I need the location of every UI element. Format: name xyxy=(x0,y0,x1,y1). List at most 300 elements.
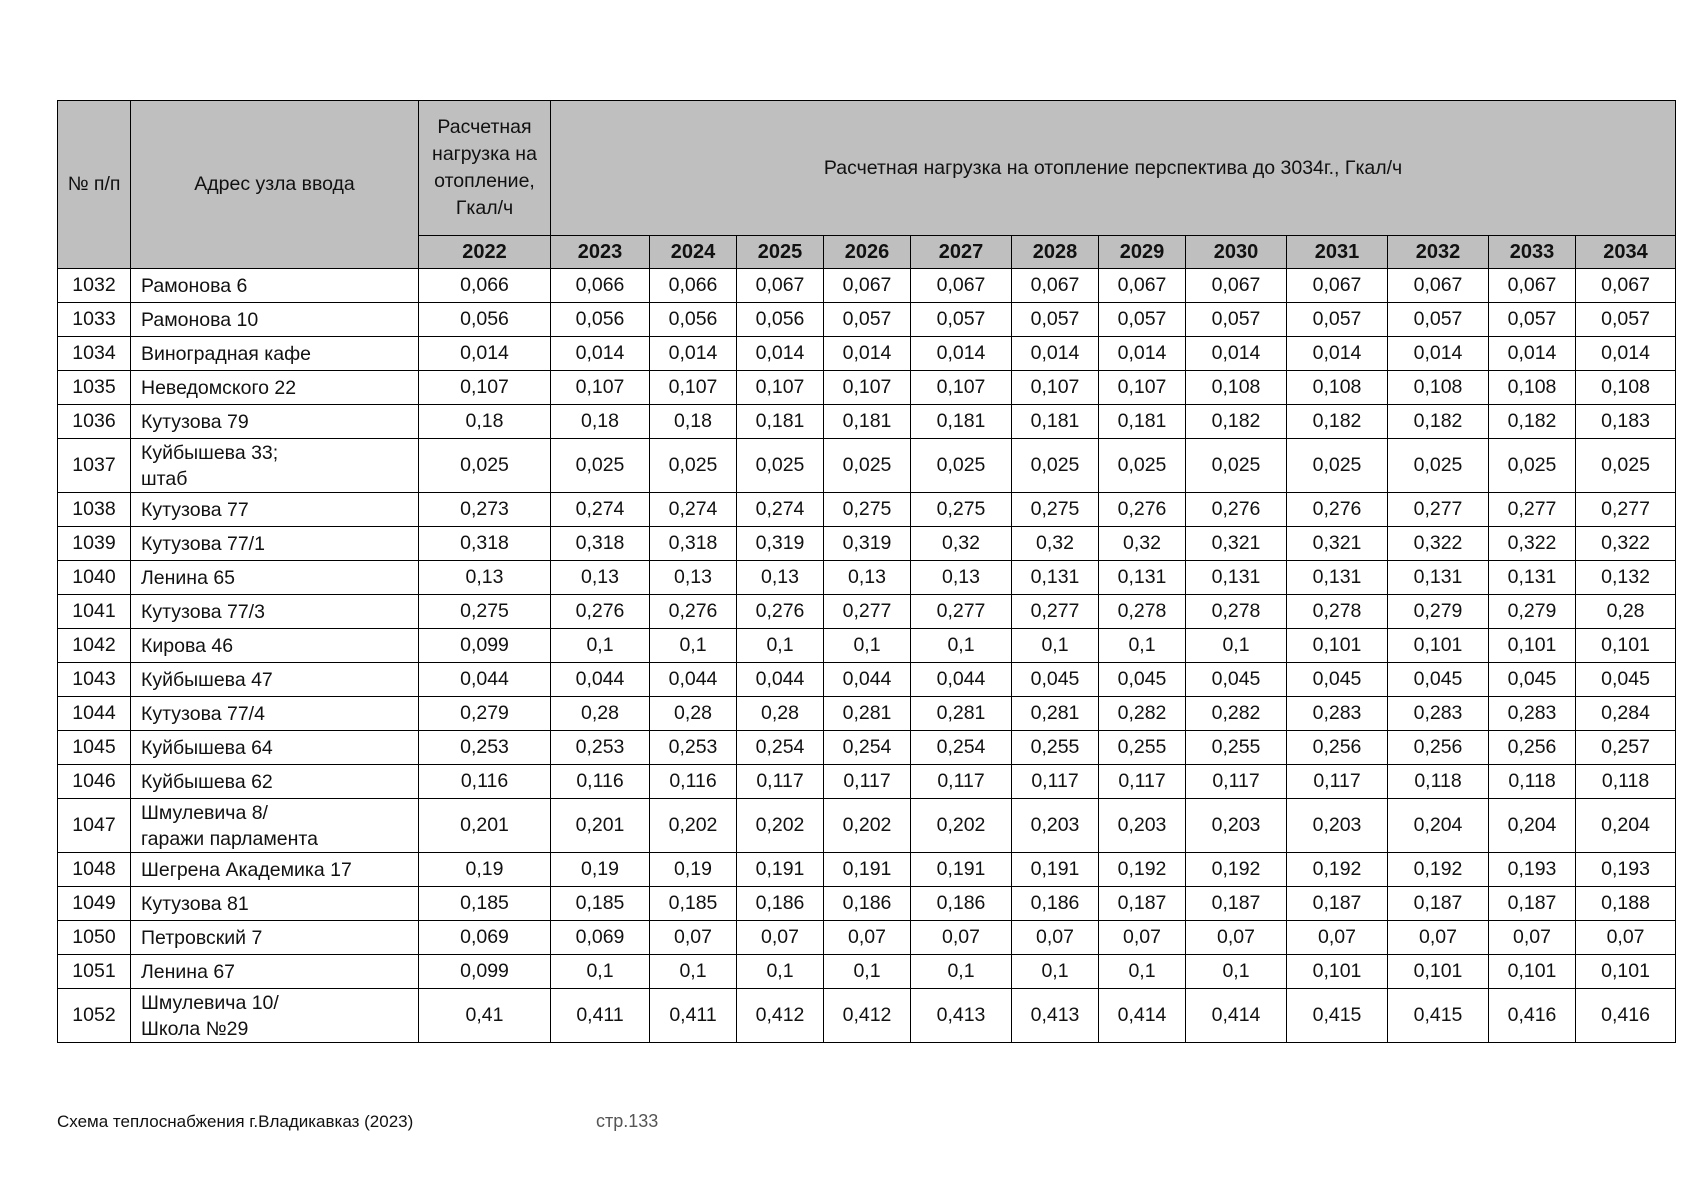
address-line: Кутузова 77/4 xyxy=(141,702,265,725)
table-row xyxy=(58,269,1676,303)
address-line: Шмулевича 10/ xyxy=(141,991,279,1014)
address-line: Рамонова 10 xyxy=(141,308,259,331)
load-value-cell: 0,1 xyxy=(1099,955,1186,989)
address-cell xyxy=(131,731,419,765)
load-value-cell: 0,277 xyxy=(824,595,911,629)
load-value-cell: 0,277 xyxy=(911,595,1012,629)
load-value-cell: 0,107 xyxy=(1099,371,1186,405)
load-value-cell: 0,201 xyxy=(551,799,650,853)
load-value-cell: 0,101 xyxy=(1489,629,1576,663)
table-row xyxy=(58,561,1676,595)
load-value-cell: 0,116 xyxy=(551,765,650,799)
address-cell xyxy=(131,561,419,595)
load-value-cell: 0,186 xyxy=(911,887,1012,921)
table-row xyxy=(58,337,1676,371)
load-value-cell: 0,014 xyxy=(1099,337,1186,371)
load-value-cell: 0,066 xyxy=(650,269,737,303)
load-value-cell: 0,101 xyxy=(1489,955,1576,989)
load-value-cell: 0,056 xyxy=(551,303,650,337)
load-value-cell: 0,202 xyxy=(650,799,737,853)
load-value-cell: 0,181 xyxy=(1012,405,1099,439)
load-value-cell: 0,07 xyxy=(1287,921,1388,955)
load-value-cell: 0,117 xyxy=(1287,765,1388,799)
load-value-cell: 0,256 xyxy=(1388,731,1489,765)
load-value-cell: 0,099 xyxy=(419,955,551,989)
address-cell xyxy=(131,439,419,493)
load-value-cell: 0,1 xyxy=(650,629,737,663)
load-value-cell: 0,255 xyxy=(1099,731,1186,765)
address-line: Ленина 65 xyxy=(141,566,236,589)
load-value-cell: 0,069 xyxy=(551,921,650,955)
load-value-cell: 0,181 xyxy=(737,405,824,439)
table-row xyxy=(58,989,1676,1043)
load-value-cell: 0,101 xyxy=(1287,629,1388,663)
row-number-cell: 1051 xyxy=(58,955,131,989)
load-value-cell: 0,044 xyxy=(551,663,650,697)
load-value-cell: 0,07 xyxy=(1576,921,1676,955)
row-number-cell: 1033 xyxy=(58,303,131,337)
load-value-cell: 0,101 xyxy=(1576,955,1676,989)
load-value-cell: 0,41 xyxy=(419,989,551,1043)
address-cell xyxy=(131,527,419,561)
load-value-cell: 0,283 xyxy=(1489,697,1576,731)
load-value-cell: 0,182 xyxy=(1186,405,1287,439)
load-value-cell: 0,318 xyxy=(551,527,650,561)
table-row xyxy=(58,595,1676,629)
year-header-cell: 2027 xyxy=(911,236,1012,269)
load-value-cell: 0,107 xyxy=(650,371,737,405)
load-value-cell: 0,025 xyxy=(737,439,824,493)
load-value-cell: 0,322 xyxy=(1576,527,1676,561)
load-value-cell: 0,057 xyxy=(911,303,1012,337)
load-value-cell: 0,276 xyxy=(650,595,737,629)
load-value-cell: 0,257 xyxy=(1576,731,1676,765)
load-value-cell: 0,044 xyxy=(911,663,1012,697)
load-value-cell: 0,045 xyxy=(1012,663,1099,697)
table-row xyxy=(58,887,1676,921)
load-value-cell: 0,044 xyxy=(824,663,911,697)
load-value-cell: 0,107 xyxy=(911,371,1012,405)
address-cell xyxy=(131,887,419,921)
load-value-cell: 0,277 xyxy=(1388,493,1489,527)
load-value-cell: 0,131 xyxy=(1287,561,1388,595)
load-value-cell: 0,322 xyxy=(1489,527,1576,561)
load-value-cell: 0,014 xyxy=(1012,337,1099,371)
load-value-cell: 0,185 xyxy=(551,887,650,921)
address-line: Куйбышева 64 xyxy=(141,736,273,759)
load-value-cell: 0,255 xyxy=(1186,731,1287,765)
load-value-cell: 0,117 xyxy=(737,765,824,799)
load-value-cell: 0,067 xyxy=(1012,269,1099,303)
load-value-cell: 0,057 xyxy=(1099,303,1186,337)
year-header-cell: 2022 xyxy=(419,236,551,269)
load-value-cell: 0,118 xyxy=(1576,765,1676,799)
load-value-cell: 0,192 xyxy=(1099,853,1186,887)
load-value-cell: 0,069 xyxy=(419,921,551,955)
address-cell xyxy=(131,955,419,989)
table-row xyxy=(58,527,1676,561)
load-value-cell: 0,415 xyxy=(1287,989,1388,1043)
load-value-cell: 0,319 xyxy=(824,527,911,561)
load-value-cell: 0,131 xyxy=(1489,561,1576,595)
load-value-cell: 0,044 xyxy=(650,663,737,697)
address-cell xyxy=(131,405,419,439)
load-value-cell: 0,185 xyxy=(650,887,737,921)
year-header-cell: 2028 xyxy=(1012,236,1099,269)
address-line: Шегрена Академика 17 xyxy=(141,858,352,881)
load-value-cell: 0,412 xyxy=(737,989,824,1043)
load-value-cell: 0,282 xyxy=(1099,697,1186,731)
address-line: Кирова 46 xyxy=(141,634,234,657)
load-value-cell: 0,321 xyxy=(1287,527,1388,561)
heat-load-table xyxy=(57,100,1676,1043)
row-number-cell: 1034 xyxy=(58,337,131,371)
load-value-cell: 0,066 xyxy=(419,269,551,303)
load-value-cell: 0,275 xyxy=(911,493,1012,527)
address-line: Куйбышева 47 xyxy=(141,668,273,691)
load-value-cell: 0,025 xyxy=(824,439,911,493)
footer-page-number: стр.133 xyxy=(596,1111,659,1131)
row-number-cell: 1038 xyxy=(58,493,131,527)
load-value-cell: 0,187 xyxy=(1287,887,1388,921)
year-header-cell: 2023 xyxy=(551,236,650,269)
load-value-cell: 0,057 xyxy=(824,303,911,337)
year-header-cell: 2024 xyxy=(650,236,737,269)
load-value-cell: 0,067 xyxy=(1287,269,1388,303)
address-line: Кутузова 77/1 xyxy=(141,532,265,555)
year-header-cell: 2029 xyxy=(1099,236,1186,269)
load-value-cell: 0,412 xyxy=(824,989,911,1043)
row-number-cell: 1052 xyxy=(58,989,131,1043)
address-cell xyxy=(131,629,419,663)
load-value-cell: 0,025 xyxy=(1099,439,1186,493)
load-value-cell: 0,18 xyxy=(551,405,650,439)
load-value-cell: 0,044 xyxy=(419,663,551,697)
load-value-cell: 0,1 xyxy=(551,955,650,989)
load-value-cell: 0,276 xyxy=(1287,493,1388,527)
load-value-cell: 0,014 xyxy=(824,337,911,371)
load-value-cell: 0,057 xyxy=(1186,303,1287,337)
load-value-cell: 0,108 xyxy=(1287,371,1388,405)
address-line: штаб xyxy=(141,467,188,490)
load-value-cell: 0,13 xyxy=(650,561,737,595)
table-row xyxy=(58,921,1676,955)
load-value-cell: 0,181 xyxy=(1099,405,1186,439)
load-value-cell: 0,025 xyxy=(419,439,551,493)
row-number-cell: 1039 xyxy=(58,527,131,561)
load-value-cell: 0,117 xyxy=(1099,765,1186,799)
load-value-cell: 0,191 xyxy=(824,853,911,887)
footer-document-title: Схема теплоснабжения г.Владикавказ (2023) xyxy=(57,1112,414,1131)
load-value-cell: 0,188 xyxy=(1576,887,1676,921)
load-value-cell: 0,413 xyxy=(1012,989,1099,1043)
address-cell xyxy=(131,697,419,731)
load-value-cell: 0,253 xyxy=(551,731,650,765)
load-value-cell: 0,411 xyxy=(551,989,650,1043)
load-value-cell: 0,274 xyxy=(737,493,824,527)
row-number-cell: 1050 xyxy=(58,921,131,955)
load-value-cell: 0,28 xyxy=(1576,595,1676,629)
row-number-cell: 1047 xyxy=(58,799,131,853)
address-line: Школа №29 xyxy=(141,1017,249,1040)
load-value-cell: 0,201 xyxy=(419,799,551,853)
load-value-cell: 0,275 xyxy=(419,595,551,629)
load-value-cell: 0,025 xyxy=(1388,439,1489,493)
load-value-cell: 0,1 xyxy=(1099,629,1186,663)
load-value-cell: 0,181 xyxy=(911,405,1012,439)
year-header-cell: 2032 xyxy=(1388,236,1489,269)
table-row xyxy=(58,955,1676,989)
load-value-cell: 0,13 xyxy=(911,561,1012,595)
load-value-cell: 0,045 xyxy=(1489,663,1576,697)
load-value-cell: 0,1 xyxy=(911,955,1012,989)
load-value-cell: 0,116 xyxy=(650,765,737,799)
load-value-cell: 0,107 xyxy=(737,371,824,405)
load-value-cell: 0,181 xyxy=(824,405,911,439)
load-value-cell: 0,256 xyxy=(1287,731,1388,765)
load-value-cell: 0,19 xyxy=(551,853,650,887)
load-value-cell: 0,185 xyxy=(419,887,551,921)
year-header-cell: 2030 xyxy=(1186,236,1287,269)
row-number-cell: 1049 xyxy=(58,887,131,921)
load-value-cell: 0,101 xyxy=(1576,629,1676,663)
address-cell xyxy=(131,663,419,697)
load-value-cell: 0,07 xyxy=(824,921,911,955)
load-value-cell: 0,057 xyxy=(1012,303,1099,337)
table-row xyxy=(58,493,1676,527)
load-value-cell: 0,254 xyxy=(737,731,824,765)
address-line: Шмулевича 8/ xyxy=(141,801,268,824)
load-value-cell: 0,117 xyxy=(824,765,911,799)
load-value-cell: 0,191 xyxy=(911,853,1012,887)
load-value-cell: 0,108 xyxy=(1489,371,1576,405)
load-value-cell: 0,277 xyxy=(1489,493,1576,527)
address-line: Кутузова 81 xyxy=(141,892,249,915)
address-cell xyxy=(131,595,419,629)
load-value-cell: 0,279 xyxy=(1489,595,1576,629)
load-value-cell: 0,13 xyxy=(419,561,551,595)
load-value-cell: 0,014 xyxy=(1489,337,1576,371)
load-value-cell: 0,276 xyxy=(1099,493,1186,527)
load-value-cell: 0,101 xyxy=(1388,955,1489,989)
load-value-cell: 0,067 xyxy=(824,269,911,303)
load-value-cell: 0,13 xyxy=(824,561,911,595)
address-cell xyxy=(131,989,419,1043)
load-value-cell: 0,1 xyxy=(824,955,911,989)
load-value-cell: 0,131 xyxy=(1186,561,1287,595)
year-header-cell: 2033 xyxy=(1489,236,1576,269)
load-value-cell: 0,187 xyxy=(1186,887,1287,921)
load-value-cell: 0,193 xyxy=(1576,853,1676,887)
load-value-cell: 0,183 xyxy=(1576,405,1676,439)
address-cell xyxy=(131,371,419,405)
load-value-cell: 0,191 xyxy=(737,853,824,887)
header-current-load: Расчетная нагрузка на отопление, Гкал/ч xyxy=(419,101,551,236)
table-row xyxy=(58,765,1676,799)
load-value-cell: 0,277 xyxy=(1012,595,1099,629)
load-value-cell: 0,186 xyxy=(824,887,911,921)
address-line: Ленина 67 xyxy=(141,960,236,983)
load-value-cell: 0,067 xyxy=(1186,269,1287,303)
address-line: Неведомского 22 xyxy=(141,376,297,399)
load-value-cell: 0,182 xyxy=(1489,405,1576,439)
load-value-cell: 0,28 xyxy=(650,697,737,731)
row-number-cell: 1042 xyxy=(58,629,131,663)
table-row xyxy=(58,853,1676,887)
load-value-cell: 0,1 xyxy=(737,629,824,663)
load-value-cell: 0,07 xyxy=(1012,921,1099,955)
address-line: Петровский 7 xyxy=(141,926,263,949)
load-value-cell: 0,278 xyxy=(1099,595,1186,629)
load-value-cell: 0,1 xyxy=(551,629,650,663)
load-value-cell: 0,275 xyxy=(1012,493,1099,527)
load-value-cell: 0,07 xyxy=(1099,921,1186,955)
load-value-cell: 0,284 xyxy=(1576,697,1676,731)
load-value-cell: 0,321 xyxy=(1186,527,1287,561)
load-value-cell: 0,014 xyxy=(551,337,650,371)
address-line: Кутузова 79 xyxy=(141,410,249,433)
address-line: Виноградная кафе xyxy=(141,342,311,365)
load-value-cell: 0,416 xyxy=(1489,989,1576,1043)
load-value-cell: 0,273 xyxy=(419,493,551,527)
load-value-cell: 0,254 xyxy=(911,731,1012,765)
load-value-cell: 0,025 xyxy=(1012,439,1099,493)
load-value-cell: 0,025 xyxy=(650,439,737,493)
load-value-cell: 0,182 xyxy=(1287,405,1388,439)
load-value-cell: 0,014 xyxy=(1388,337,1489,371)
address-line: Куйбышева 33; xyxy=(141,441,279,464)
load-value-cell: 0,067 xyxy=(1099,269,1186,303)
load-value-cell: 0,025 xyxy=(1186,439,1287,493)
load-value-cell: 0,276 xyxy=(551,595,650,629)
load-value-cell: 0,014 xyxy=(419,337,551,371)
row-number-cell: 1036 xyxy=(58,405,131,439)
load-value-cell: 0,13 xyxy=(737,561,824,595)
row-number-cell: 1041 xyxy=(58,595,131,629)
load-value-cell: 0,056 xyxy=(650,303,737,337)
address-line: Куйбышева 62 xyxy=(141,770,273,793)
load-value-cell: 0,067 xyxy=(1576,269,1676,303)
load-value-cell: 0,057 xyxy=(1489,303,1576,337)
load-value-cell: 0,025 xyxy=(1576,439,1676,493)
load-value-cell: 0,045 xyxy=(1287,663,1388,697)
load-value-cell: 0,014 xyxy=(911,337,1012,371)
row-number-cell: 1032 xyxy=(58,269,131,303)
load-value-cell: 0,117 xyxy=(1186,765,1287,799)
load-value-cell: 0,186 xyxy=(1012,887,1099,921)
row-number-cell: 1040 xyxy=(58,561,131,595)
row-number-cell: 1044 xyxy=(58,697,131,731)
load-value-cell: 0,279 xyxy=(419,697,551,731)
load-value-cell: 0,131 xyxy=(1388,561,1489,595)
load-value-cell: 0,1 xyxy=(1186,955,1287,989)
load-value-cell: 0,07 xyxy=(737,921,824,955)
load-value-cell: 0,057 xyxy=(1576,303,1676,337)
load-value-cell: 0,1 xyxy=(911,629,1012,663)
address-cell xyxy=(131,921,419,955)
load-value-cell: 0,204 xyxy=(1489,799,1576,853)
load-value-cell: 0,203 xyxy=(1012,799,1099,853)
table-row xyxy=(58,663,1676,697)
row-number-cell: 1046 xyxy=(58,765,131,799)
load-value-cell: 0,278 xyxy=(1186,595,1287,629)
load-value-cell: 0,107 xyxy=(824,371,911,405)
address-cell xyxy=(131,303,419,337)
load-value-cell: 0,256 xyxy=(1489,731,1576,765)
load-value-cell: 0,067 xyxy=(737,269,824,303)
load-value-cell: 0,1 xyxy=(650,955,737,989)
table-row xyxy=(58,439,1676,493)
load-value-cell: 0,202 xyxy=(824,799,911,853)
load-value-cell: 0,117 xyxy=(911,765,1012,799)
load-value-cell: 0,191 xyxy=(1012,853,1099,887)
load-value-cell: 0,255 xyxy=(1012,731,1099,765)
load-value-cell: 0,275 xyxy=(824,493,911,527)
load-value-cell: 0,116 xyxy=(419,765,551,799)
load-value-cell: 0,415 xyxy=(1388,989,1489,1043)
load-value-cell: 0,1 xyxy=(1186,629,1287,663)
address-line: Кутузова 77 xyxy=(141,498,249,521)
load-value-cell: 0,319 xyxy=(737,527,824,561)
load-value-cell: 0,107 xyxy=(419,371,551,405)
load-value-cell: 0,057 xyxy=(1287,303,1388,337)
load-value-cell: 0,056 xyxy=(419,303,551,337)
load-value-cell: 0,203 xyxy=(1186,799,1287,853)
load-value-cell: 0,276 xyxy=(1186,493,1287,527)
load-value-cell: 0,118 xyxy=(1489,765,1576,799)
year-header-cell: 2025 xyxy=(737,236,824,269)
table-body xyxy=(58,269,1676,1043)
load-value-cell: 0,014 xyxy=(1576,337,1676,371)
load-value-cell: 0,1 xyxy=(824,629,911,663)
address-cell xyxy=(131,853,419,887)
load-value-cell: 0,07 xyxy=(1186,921,1287,955)
address-cell xyxy=(131,493,419,527)
load-value-cell: 0,202 xyxy=(911,799,1012,853)
address-cell xyxy=(131,799,419,853)
load-value-cell: 0,203 xyxy=(1099,799,1186,853)
load-value-cell: 0,322 xyxy=(1388,527,1489,561)
load-value-cell: 0,045 xyxy=(1388,663,1489,697)
load-value-cell: 0,025 xyxy=(911,439,1012,493)
load-value-cell: 0,28 xyxy=(737,697,824,731)
load-value-cell: 0,186 xyxy=(737,887,824,921)
load-value-cell: 0,045 xyxy=(1099,663,1186,697)
row-number-cell: 1043 xyxy=(58,663,131,697)
address-line: гаражи парламента xyxy=(141,827,318,850)
load-value-cell: 0,1 xyxy=(1012,629,1099,663)
load-value-cell: 0,067 xyxy=(1489,269,1576,303)
load-value-cell: 0,025 xyxy=(1287,439,1388,493)
load-value-cell: 0,045 xyxy=(1576,663,1676,697)
load-value-cell: 0,19 xyxy=(419,853,551,887)
load-value-cell: 0,025 xyxy=(551,439,650,493)
load-value-cell: 0,1 xyxy=(1012,955,1099,989)
year-header-cell: 2026 xyxy=(824,236,911,269)
load-value-cell: 0,187 xyxy=(1489,887,1576,921)
load-value-cell: 0,281 xyxy=(911,697,1012,731)
load-value-cell: 0,101 xyxy=(1287,955,1388,989)
load-value-cell: 0,253 xyxy=(650,731,737,765)
load-value-cell: 0,277 xyxy=(1576,493,1676,527)
load-value-cell: 0,182 xyxy=(1388,405,1489,439)
load-value-cell: 0,283 xyxy=(1388,697,1489,731)
load-value-cell: 0,07 xyxy=(1489,921,1576,955)
row-number-cell: 1037 xyxy=(58,439,131,493)
load-value-cell: 0,192 xyxy=(1186,853,1287,887)
load-value-cell: 0,18 xyxy=(419,405,551,439)
address-line: Рамонова 6 xyxy=(141,274,248,297)
